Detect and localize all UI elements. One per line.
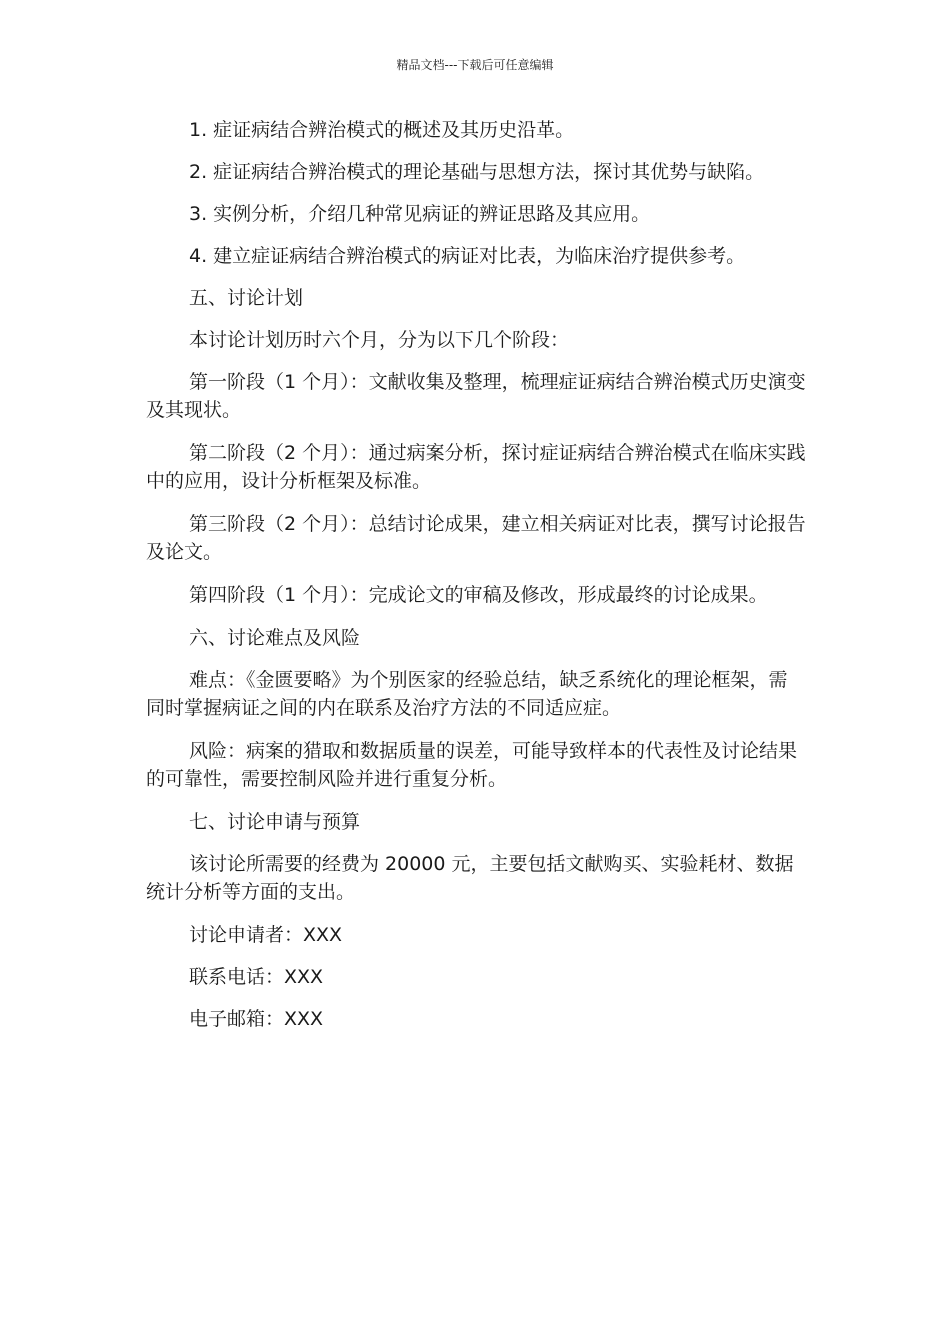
email-line: 电子邮箱：XXX <box>189 1008 324 1030</box>
list-item-1: 1. 症证病结合辨治模式的概述及其历史沿革。 <box>189 119 575 141</box>
phase-2: 第二阶段（2 个月）：通过病案分析，探讨症证病结合辨治模式在临床实践中的应用，设计分析框架及标准。 <box>146 442 806 492</box>
risk-paragraph: 风险：病案的猎取和数据质量的误差，可能导致样本的代表性及讨论结果的可靠性，需要控制风险并进行重复分析。 <box>146 740 798 790</box>
phase-1: 第一阶段（1 个月）：文献收集及整理，梳理症证病结合辨治模式历史演变及其现状。 <box>146 371 806 421</box>
section-heading-7: 七、讨论申请与预算 <box>189 811 361 833</box>
phone-line: 联系电话：XXX <box>189 966 324 988</box>
budget-paragraph: 该讨论所需要的经费为 20000 元，主要包括文献购买、实验耗材、数据统计分析等方面的支出。 <box>146 853 794 903</box>
page-header: 精品文档---下载后可任意编辑 <box>396 58 554 72</box>
section-heading-5: 五、讨论计划 <box>189 287 304 309</box>
list-item-2: 2. 症证病结合辨治模式的理论基础与思想方法，探讨其优势与缺陷。 <box>189 161 765 183</box>
plan-intro: 本讨论计划历时六个月，分为以下几个阶段： <box>189 329 570 351</box>
document-body <box>146 116 806 1047</box>
phase-4: 第四阶段（1 个月）：完成论文的审稿及修改，形成最终的讨论成果。 <box>189 584 768 606</box>
list-item-4: 4. 建立症证病结合辨治模式的病证对比表，为临床治疗提供参考。 <box>189 245 746 267</box>
phase-3: 第三阶段（2 个月）：总结讨论成果，建立相关病证对比表，撰写讨论报告及论文。 <box>146 513 806 563</box>
difficulty-paragraph: 难点：《金匮要略》为个别医家的经验总结，缺乏系统化的理论框架，需同时掌握病证之间的内在联系及治疗方法的不同适应症。 <box>146 669 788 719</box>
applicant-line: 讨论申请者：XXX <box>189 924 343 946</box>
section-heading-6: 六、讨论难点及风险 <box>189 627 361 649</box>
list-item-3: 3. 实例分析，介绍几种常见病证的辨证思路及其应用。 <box>189 203 651 225</box>
